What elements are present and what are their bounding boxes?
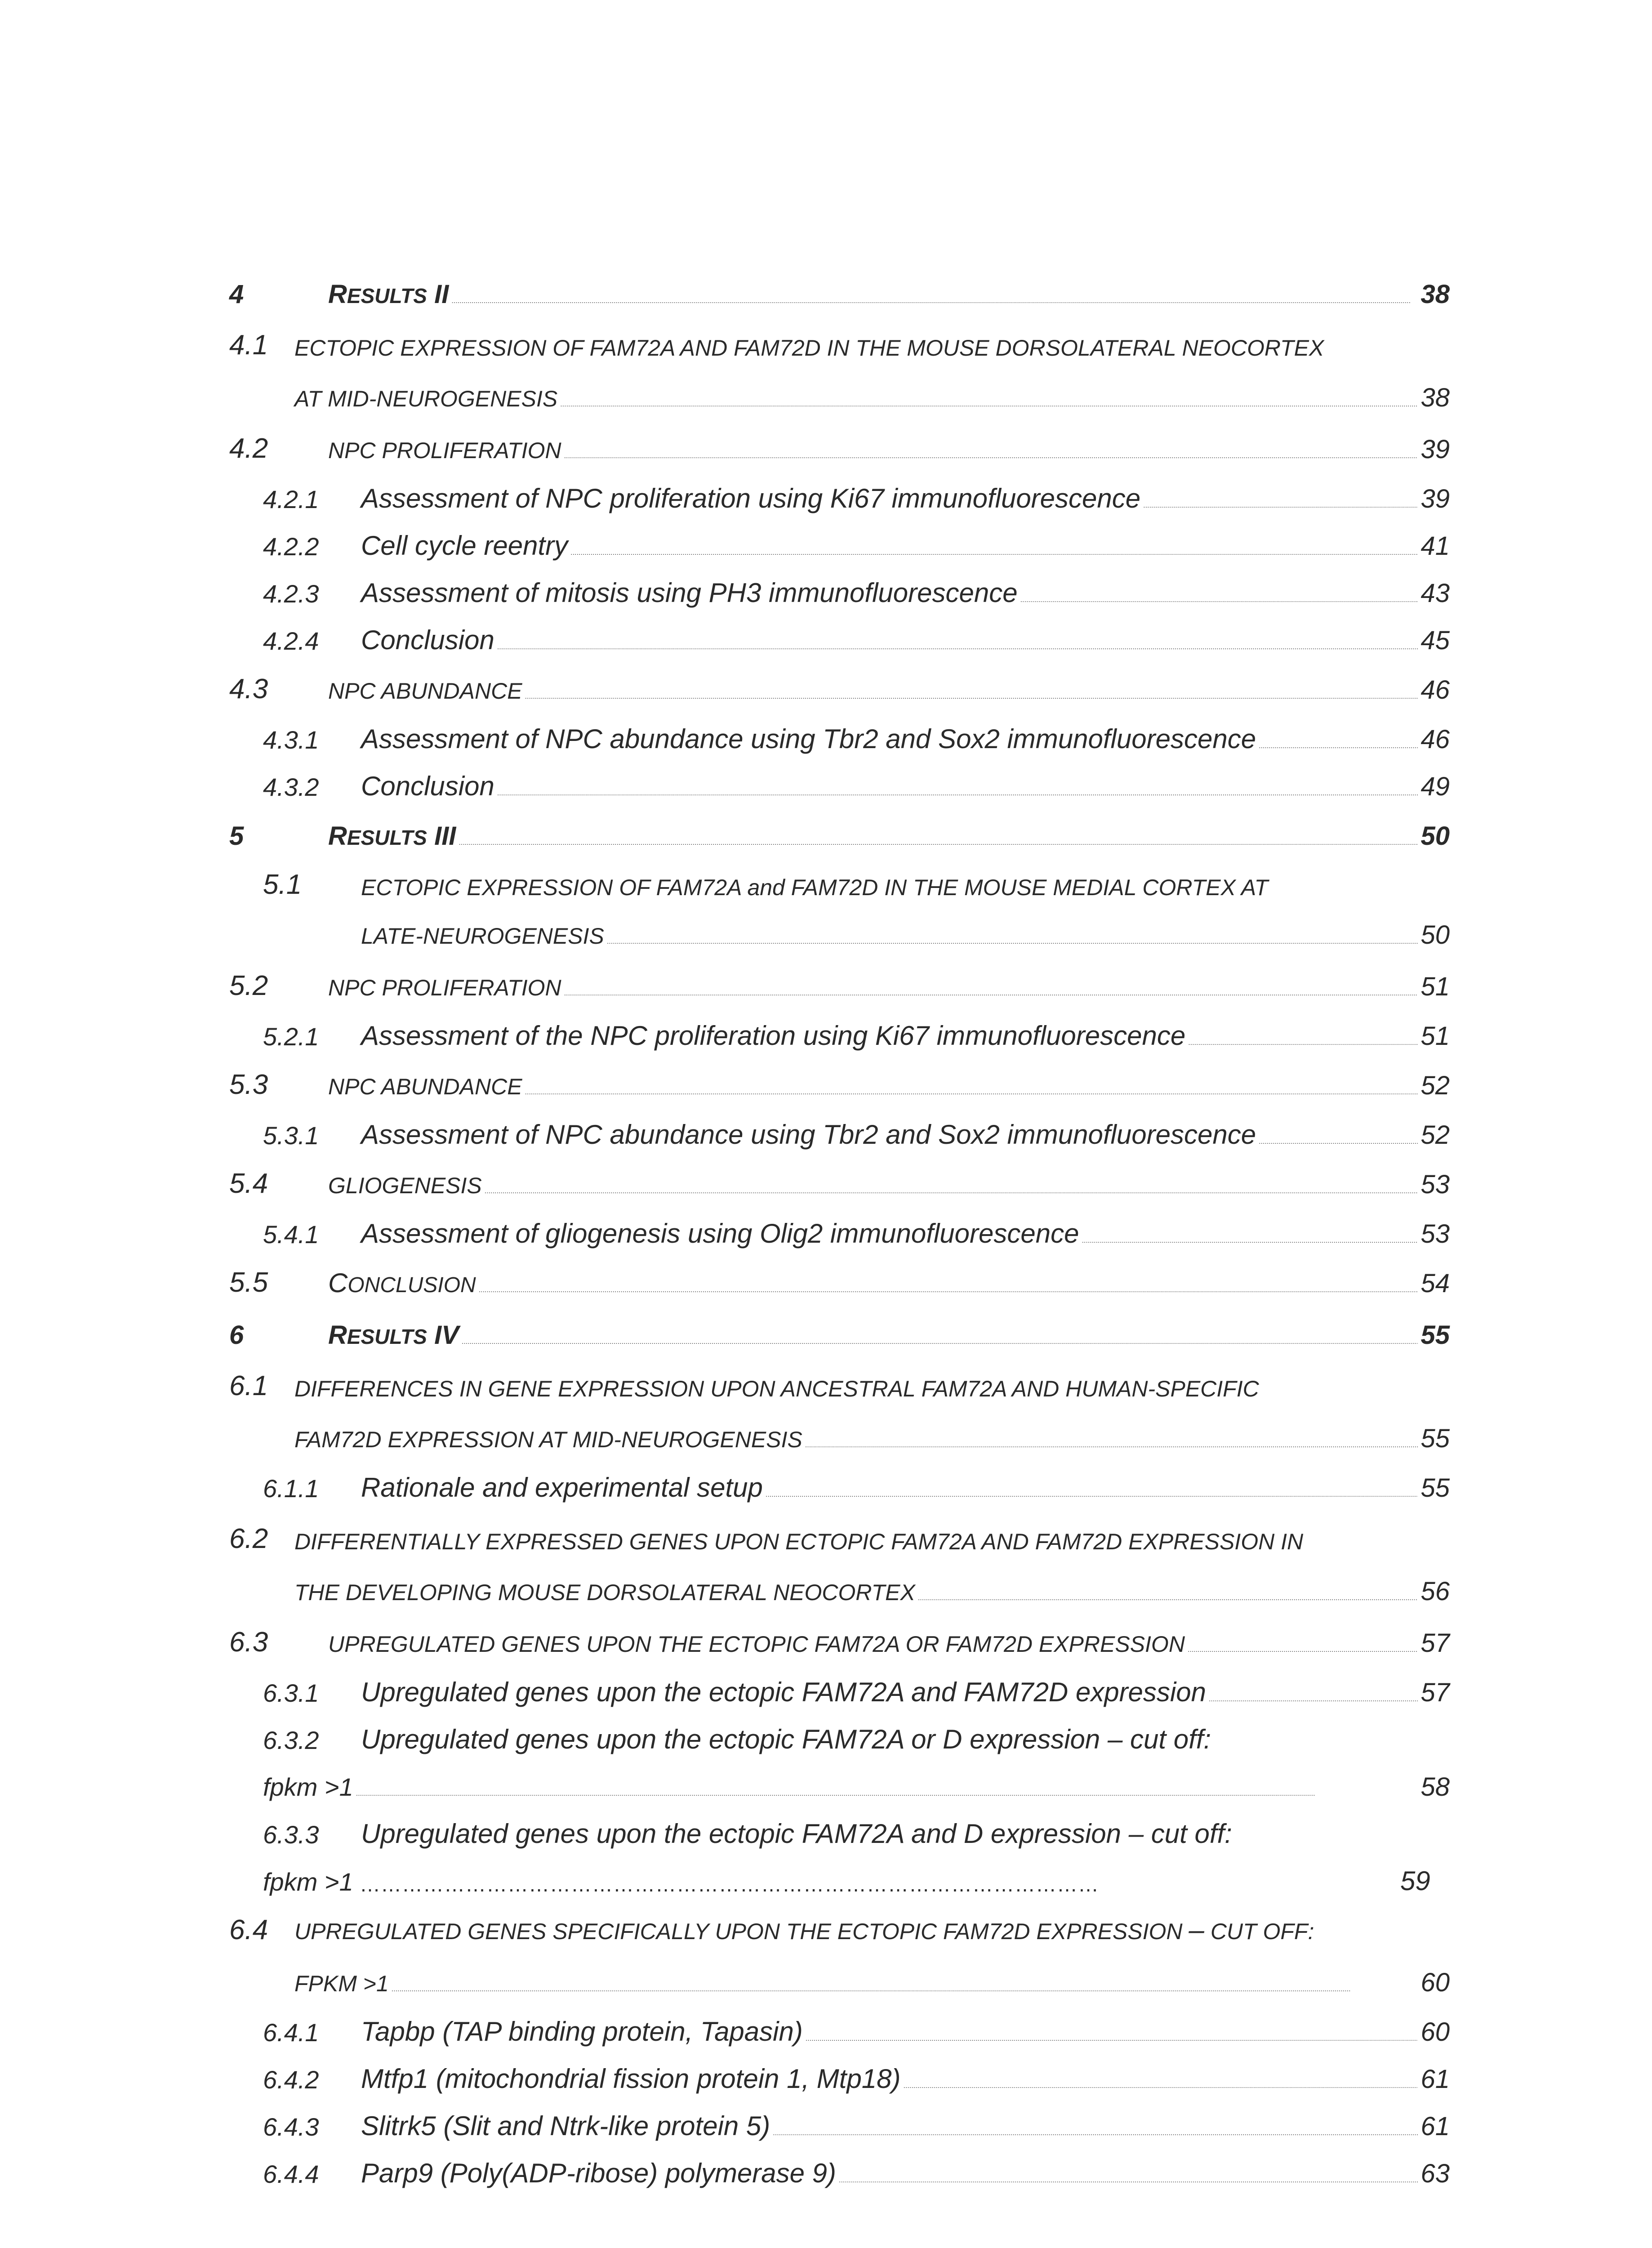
toc-section-6-3[interactable] [0, 1619, 1652, 1659]
chapter-title: RESULTS IV [328, 1320, 459, 1350]
dot-leader [497, 644, 1418, 651]
ellipsis-leader: …………………………………………………………………………………………… [360, 1873, 1099, 1896]
subsection-number: 6.3.1 [263, 1679, 319, 1707]
toc-subsection-5-3-1[interactable] [0, 1111, 1652, 1151]
dot-leader [479, 1287, 1418, 1294]
section-title: GLIOGENESIS [328, 1173, 482, 1198]
chapter-number: 5 [229, 821, 244, 851]
toc-entry [361, 726, 1450, 753]
subsection-title: Conclusion [361, 771, 494, 801]
section-title-line1: DIFFERENCES IN GENE EXPRESSION UPON ANCESTRAL FAM72A AND HUMAN-SPECIFIC [294, 1376, 1259, 1401]
dot-leader [356, 1790, 1421, 1798]
page-number: 49 [1420, 772, 1450, 801]
section-title-line1: UPREGULATED GENES SPECIFICALLY UPON THE ECTOPIC FAM72D EXPRESSION – CUT OFF: [294, 1914, 1314, 1945]
toc-section-5-3[interactable] [0, 1061, 1652, 1102]
page-number: 45 [1420, 626, 1450, 655]
toc-entry [328, 281, 1450, 308]
toc-section-6-4-cont[interactable] [0, 1958, 1652, 1998]
subsection-number: 5.2.1 [263, 1022, 319, 1051]
dot-leader [570, 549, 1418, 557]
dot-leader [1259, 743, 1418, 750]
page-number: 60 [1420, 1968, 1450, 1997]
section-number: 6.4 [229, 1914, 268, 1945]
subsection-title: Cell cycle reentry [361, 531, 568, 561]
dot-leader [497, 790, 1418, 797]
chapter-title: RESULTS III [328, 821, 456, 851]
chapter-title: RESULTS II [328, 280, 449, 309]
toc-chapter-4[interactable] [0, 270, 1652, 310]
subsection-title: Mtfp1 (mitochondrial fission protein 1, Mtp18) [361, 2064, 901, 2094]
page-number: 43 [1420, 579, 1450, 608]
subsection-title: Assessment of mitosis using PH3 immunofluorescence [361, 578, 1018, 608]
toc-entry [328, 1630, 1450, 1656]
toc-section-5-2[interactable] [0, 962, 1652, 1003]
page-number: 59 [1400, 1866, 1430, 1896]
section-title-line1: ECTOPIC EXPRESSION OF FAM72A and FAM72D IN THE MOUSE MEDIAL CORTEX AT [361, 875, 1269, 900]
dot-leader [564, 453, 1418, 460]
subsection-title-line1: Upregulated genes upon the ectopic FAM72A and D expression – cut off: [361, 1819, 1232, 1849]
page-number: 52 [1420, 1120, 1450, 1150]
subsection-number: 6.4.2 [263, 2065, 319, 2094]
page-number: 41 [1420, 531, 1450, 561]
toc-entry [294, 1970, 1450, 1996]
subsection-number: 5.4.1 [263, 1220, 319, 1249]
page-number: 46 [1420, 675, 1450, 705]
dot-leader [1082, 1237, 1418, 1244]
subsection-title-line2: fpkm >1 [263, 1868, 353, 1896]
subsection-title: Parp9 (Poly(ADP-ribose) polymerase 9) [361, 2158, 837, 2188]
subsection-number: 6.3.2 [263, 1726, 319, 1754]
subsection-title: Assessment of NPC proliferation using Ki67 immunofluorescence [361, 483, 1141, 513]
toc-entry [361, 485, 1450, 512]
toc-entry [361, 580, 1450, 607]
section-number: 6.2 [229, 1523, 268, 1554]
section-title: CONCLUSION [328, 1268, 476, 1298]
toc-subsection-6-4-2[interactable] [0, 2055, 1652, 2095]
dot-leader [1188, 1646, 1418, 1654]
toc-entry [328, 823, 1450, 849]
toc-subsection-6-3-1[interactable] [0, 1668, 1652, 1708]
toc-section-5-1[interactable] [0, 861, 1652, 901]
dot-leader [564, 990, 1418, 997]
toc-subsection-6-4-4[interactable] [0, 2149, 1652, 2190]
page-number: 63 [1420, 2159, 1450, 2188]
subsection-number: 4.3.2 [263, 773, 319, 801]
toc-chapter-5[interactable] [0, 812, 1652, 852]
section-number: 5.1 [263, 869, 302, 900]
subsection-number: 5.3.1 [263, 1121, 319, 1150]
toc-entry [361, 773, 1450, 800]
subsection-number: 4.2.2 [263, 532, 319, 561]
section-number: 5.4 [229, 1168, 268, 1199]
section-title: UPREGULATED GENES UPON THE ECTOPIC FAM72A OR FAM72D EXPRESSION [328, 1632, 1185, 1657]
page-number: 51 [1420, 972, 1450, 1001]
toc-subsection-4-2-3[interactable] [0, 569, 1652, 609]
toc-entry [294, 1426, 1450, 1452]
toc-entry [361, 1679, 1450, 1706]
toc-entry [361, 2018, 1450, 2045]
toc-entry [294, 1579, 1450, 1605]
page-number: 61 [1420, 2065, 1450, 2094]
page-number: 39 [1420, 435, 1450, 464]
toc-entry [361, 532, 1450, 559]
toc-section-4-3[interactable] [0, 665, 1652, 706]
toc-subsection-4-2-2[interactable] [0, 522, 1652, 562]
toc-section-5-1-cont[interactable] [0, 910, 1652, 951]
dot-leader [1143, 502, 1418, 509]
page-number: 58 [1420, 1772, 1450, 1802]
section-title-line1: ECTOPIC EXPRESSION OF FAM72A AND FAM72D IN THE MOUSE DORSOLATERAL NEOCORTEX [294, 335, 1324, 361]
toc-section-6-2-cont[interactable] [0, 1567, 1652, 1607]
toc-subsection-4-3-2[interactable] [0, 762, 1652, 803]
dot-leader [560, 401, 1418, 408]
page-number: 60 [1420, 2017, 1450, 2047]
toc-entry [328, 1073, 1450, 1099]
toc-subsection-4-2-1[interactable] [0, 474, 1652, 515]
toc-entry [328, 1270, 1450, 1297]
dot-leader [1209, 1696, 1418, 1703]
section-number: 6.1 [229, 1370, 268, 1401]
toc-entry [361, 627, 1450, 654]
dot-leader [1020, 597, 1418, 604]
chapter-number: 6 [229, 1320, 244, 1350]
subsection-number: 4.3.1 [263, 726, 319, 754]
section-number: 4.1 [229, 330, 268, 361]
page-number: 55 [1420, 1320, 1450, 1350]
section-title-line2: FPKM >1 [294, 1971, 389, 1996]
dot-leader [805, 1442, 1418, 1449]
subsection-number: 6.4.1 [263, 2018, 319, 2047]
dot-leader [607, 938, 1418, 946]
dot-leader [773, 2130, 1418, 2137]
toc-section-4-1[interactable] [0, 321, 1652, 362]
section-title-line2: FAM72D EXPRESSION AT MID-NEUROGENESIS [294, 1427, 802, 1452]
dot-leader [525, 693, 1418, 700]
subsection-title: Slitrk5 (Slit and Ntrk-like protein 5) [361, 2111, 770, 2141]
subsection-number: 4.2.1 [263, 485, 319, 513]
dot-leader [525, 1089, 1418, 1096]
page-number: 50 [1420, 821, 1450, 851]
toc-entry [263, 1774, 1450, 1800]
page-number: 55 [1420, 1424, 1450, 1453]
toc-subsection-6-3-3-cont[interactable] [0, 1857, 1652, 1897]
toc-section-5-4[interactable] [0, 1160, 1652, 1200]
page-number: 52 [1420, 1071, 1450, 1100]
page-number: 55 [1420, 1473, 1450, 1503]
section-number: 4.2 [229, 433, 268, 464]
page-number: 57 [1420, 1628, 1450, 1658]
dot-leader [766, 1491, 1418, 1499]
subsection-number: 6.4.4 [263, 2160, 319, 2188]
toc-entry [328, 437, 1450, 463]
dot-leader [806, 2035, 1418, 2043]
section-title: NPC ABUNDANCE [328, 1074, 522, 1099]
page-number: 53 [1420, 1219, 1450, 1249]
section-title: NPC PROLIFERATION [328, 438, 561, 463]
toc-subsection-5-2-1[interactable] [0, 1012, 1652, 1052]
dot-leader [451, 298, 1418, 305]
section-title: NPC ABUNDANCE [328, 678, 522, 704]
dot-leader [1188, 1039, 1418, 1047]
toc-entry [328, 974, 1450, 1000]
page-number: 39 [1420, 484, 1450, 513]
chapter-number: 4 [229, 280, 244, 309]
section-title-line2: THE DEVELOPING MOUSE DORSOLATERAL NEOCORTEX [294, 1580, 915, 1605]
toc-entry [294, 385, 1450, 411]
toc-subsection-4-2-4[interactable] [0, 616, 1652, 656]
subsection-title: Conclusion [361, 625, 494, 655]
toc-subsection-5-4-1[interactable] [0, 1209, 1652, 1250]
toc-chapter-6[interactable] [0, 1311, 1652, 1351]
toc-subsection-6-4-1[interactable] [0, 2007, 1652, 2048]
dot-leader [918, 1595, 1418, 1602]
toc-entry [328, 1172, 1450, 1198]
toc-entry [361, 1022, 1450, 1049]
section-title-line2: AT MID-NEUROGENESIS [294, 386, 558, 411]
dot-leader [1259, 1138, 1418, 1146]
subsection-title: Assessment of NPC abundance using Tbr2 and Sox2 immunofluorescence [361, 1120, 1256, 1150]
toc-section-6-1-cont[interactable] [0, 1414, 1652, 1454]
page-number: 46 [1420, 725, 1450, 754]
subsection-number: 6.1.1 [263, 1474, 319, 1503]
page-number: 57 [1420, 1678, 1450, 1707]
dot-leader [462, 1338, 1418, 1346]
subsection-number: 6.3.3 [263, 1820, 319, 1849]
toc-entry [361, 2160, 1450, 2187]
toc-entry [328, 677, 1450, 703]
subsection-number: 6.4.3 [263, 2113, 319, 2141]
toc-entry [361, 2113, 1450, 2140]
subsection-title: Tapbp (TAP binding protein, Tapasin) [361, 2016, 803, 2047]
dot-leader [485, 1188, 1418, 1195]
page-number: 50 [1420, 920, 1450, 950]
page-number: 38 [1420, 280, 1450, 309]
subsection-number: 4.2.3 [263, 580, 319, 608]
page-number: 56 [1420, 1577, 1450, 1606]
subsection-title: Assessment of NPC abundance using Tbr2 and Sox2 immunofluorescence [361, 724, 1256, 754]
dot-leader [904, 2083, 1418, 2090]
toc-section-6-2[interactable] [0, 1515, 1652, 1556]
subsection-title: Assessment of the NPC proliferation using Ki67 immunofluorescence [361, 1021, 1186, 1051]
section-number: 6.3 [229, 1627, 268, 1658]
toc-entry [361, 1220, 1450, 1247]
section-number: 5.3 [229, 1069, 268, 1100]
subsection-title-line1: Upregulated genes upon the ectopic FAM72A or D expression – cut off: [361, 1724, 1211, 1754]
dot-leader [392, 1986, 1418, 1993]
toc-subsection-6-3-2-cont[interactable] [0, 1762, 1652, 1803]
dot-leader [839, 2177, 1418, 2184]
toc-entry [361, 1121, 1450, 1148]
toc-subsection-6-4-3[interactable] [0, 2102, 1652, 2142]
section-number: 4.3 [229, 674, 268, 705]
section-title-line1: DIFFERENTIALLY EXPRESSED GENES UPON ECTOPIC FAM72A AND FAM72D EXPRESSION IN [294, 1529, 1304, 1554]
page-number: 61 [1420, 2112, 1450, 2141]
page-number: 38 [1420, 383, 1450, 412]
toc-entry [361, 2065, 1450, 2092]
dot-leader [459, 839, 1418, 847]
subsection-title: Upregulated genes upon the ectopic FAM72A and FAM72D expression [361, 1677, 1206, 1707]
section-title: NPC PROLIFERATION [328, 975, 561, 1000]
toc-section-6-4[interactable] [0, 1906, 1652, 1947]
toc-entry [361, 922, 1450, 948]
page-number: 54 [1420, 1269, 1450, 1298]
toc-entry [361, 1474, 1450, 1501]
toc-subsection-6-1-1[interactable] [0, 1463, 1652, 1504]
subsection-title: Assessment of gliogenesis using Olig2 immunofluorescence [361, 1218, 1079, 1249]
subsection-title: Rationale and experimental setup [361, 1472, 763, 1503]
toc-subsection-6-3-2[interactable] [0, 1715, 1652, 1756]
toc-entry [328, 1322, 1450, 1348]
section-number: 5.2 [229, 970, 268, 1001]
toc-section-5-5[interactable] [0, 1259, 1652, 1299]
toc-subsection-4-3-1[interactable] [0, 715, 1652, 755]
page-number: 53 [1420, 1170, 1450, 1199]
section-number: 5.5 [229, 1267, 268, 1298]
subsection-number: 4.2.4 [263, 627, 319, 655]
section-title-line2: LATE-NEUROGENESIS [361, 923, 604, 949]
toc-section-6-1[interactable] [0, 1362, 1652, 1403]
subsection-title-line2: fpkm >1 [263, 1773, 353, 1801]
page-number: 51 [1420, 1021, 1450, 1051]
toc-section-4-2[interactable] [0, 425, 1652, 465]
toc-section-4-1-cont[interactable] [0, 373, 1652, 414]
toc-subsection-6-3-3[interactable] [0, 1810, 1652, 1850]
